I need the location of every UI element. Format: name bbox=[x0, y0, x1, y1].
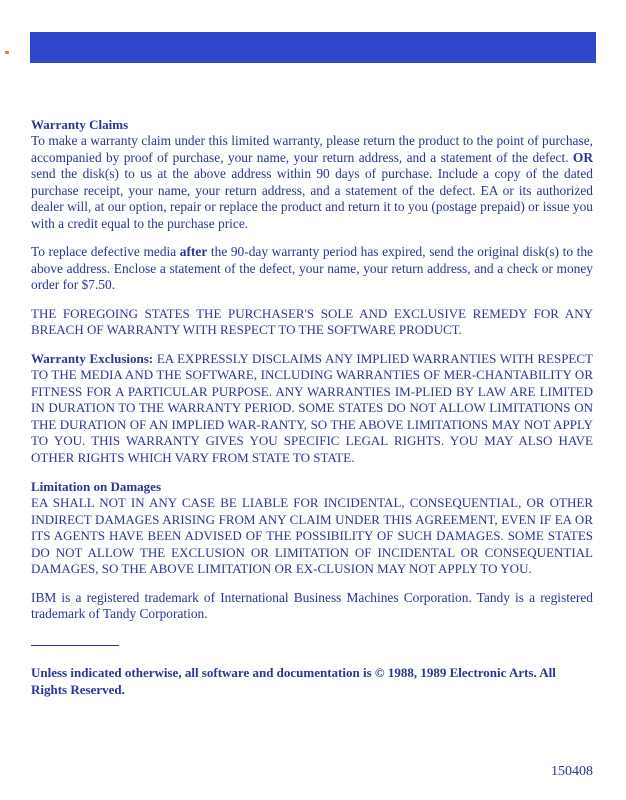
document-code: 150408 bbox=[551, 764, 593, 779]
after-emphasis: after bbox=[179, 244, 208, 259]
margin-mark bbox=[5, 51, 9, 54]
warranty-exclusions-text: EA EXPRESSLY DISCLAIMS ANY IMPLIED WARRANTIES WITH RESPECT TO THE MEDIA AND THE SOFTWARE, INCLUDING WARRANTIES OF MER-CHANTABILITY OR FITNESS FOR A PARTICULAR PURPOSE. ANY WARRANTIES IM-PLIED BY LAW ARE LIMITED IN DURATION TO THE WARRANTY PERIOD. SOME STATES DO NOT ALLOW LIMITATIONS ON THE DURATION OF AN IMPLIED WAR-RANTY, SO THE ABOVE LIMITATIONS MAY NOT APPLY TO YOU. THIS WARRANTY GIVES YOU SPECIFIC LEGAL RIGHTS. YOU MAY ALSO HAVE OTHER RIGHTS WHICH VARY FROM STATE TO STATE. bbox=[31, 350, 593, 465]
warranty-text-body bbox=[31, 116, 593, 711]
copyright-notice: Unless indicated otherwise, all software and documentation is © 1988, 1989 Electronic Arts. All Rights Reserved. bbox=[31, 664, 556, 697]
warranty-exclusions-label: Warranty Exclusions: bbox=[31, 350, 154, 366]
sole-remedy-paragraph: THE FOREGOING STATES THE PURCHASER'S SOLE AND EXCLUSIVE REMEDY FOR ANY BREACH OF WARRANTY WITH RESPECT TO THE SOFTWARE PRODUCT. bbox=[31, 305, 593, 337]
limitation-on-damages-heading: Limitation on Damages bbox=[31, 479, 161, 494]
or-emphasis: OR bbox=[572, 149, 593, 165]
trademarks-paragraph: IBM is a registered trademark of International Business Machines Corporation. Tandy is a registered trademark of Tandy Corporation. bbox=[31, 589, 593, 621]
separator-rule bbox=[31, 645, 119, 646]
warranty-claims-paragraph bbox=[31, 133, 593, 232]
replace-media-text-2: the 90-day warranty period has expired, send the original disk(s) to the above address. Enclose a statement of the defect, your name, your return address, and a check or money order for $7.50. bbox=[31, 244, 593, 292]
replace-media-paragraph bbox=[31, 244, 593, 294]
warranty-claims-text-1: To make a warranty claim under this limited warranty, please return the product to the point of purchase, accompanied by proof of purchase, your name, your return address, and a statement of the defect. bbox=[31, 133, 593, 165]
warranty-claims-text-2: send the disk(s) to us at the above address within 90 days of purchase. Include a copy of the dated purchase receipt, your name, your return address, and a statement of the defect. EA or its authorized dealer will, at our option, repair or replace the product and return it to you (postage prepaid) or issue you with a credit equal to the purchase price. bbox=[31, 166, 593, 231]
warranty-claims-heading: Warranty Claims bbox=[31, 117, 129, 132]
warranty-exclusions-paragraph bbox=[31, 351, 593, 467]
limitation-on-damages-paragraph: EA SHALL NOT IN ANY CASE BE LIABLE FOR INCIDENTAL, CONSEQUENTIAL, OR OTHER INDIRECT DAMAGES ARISING FROM ANY CLAIM UNDER THIS AGREEMENT, EVEN IF EA OR ITS AGENTS HAVE BEEN ADVISED OF THE POSSIBILITY OF SUCH DAMAGES. SOME STATES DO NOT ALLOW THE EXCLUSION OR LIMITATION OF INCIDENTAL OR CONSEQUENTIAL DAMAGES, SO THE ABOVE LIMITATION OR EX-CLUSION MAY NOT APPLY TO YOU. bbox=[31, 495, 593, 576]
replace-media-text-1: To replace defective media bbox=[31, 244, 180, 259]
header-color-band bbox=[30, 32, 596, 63]
